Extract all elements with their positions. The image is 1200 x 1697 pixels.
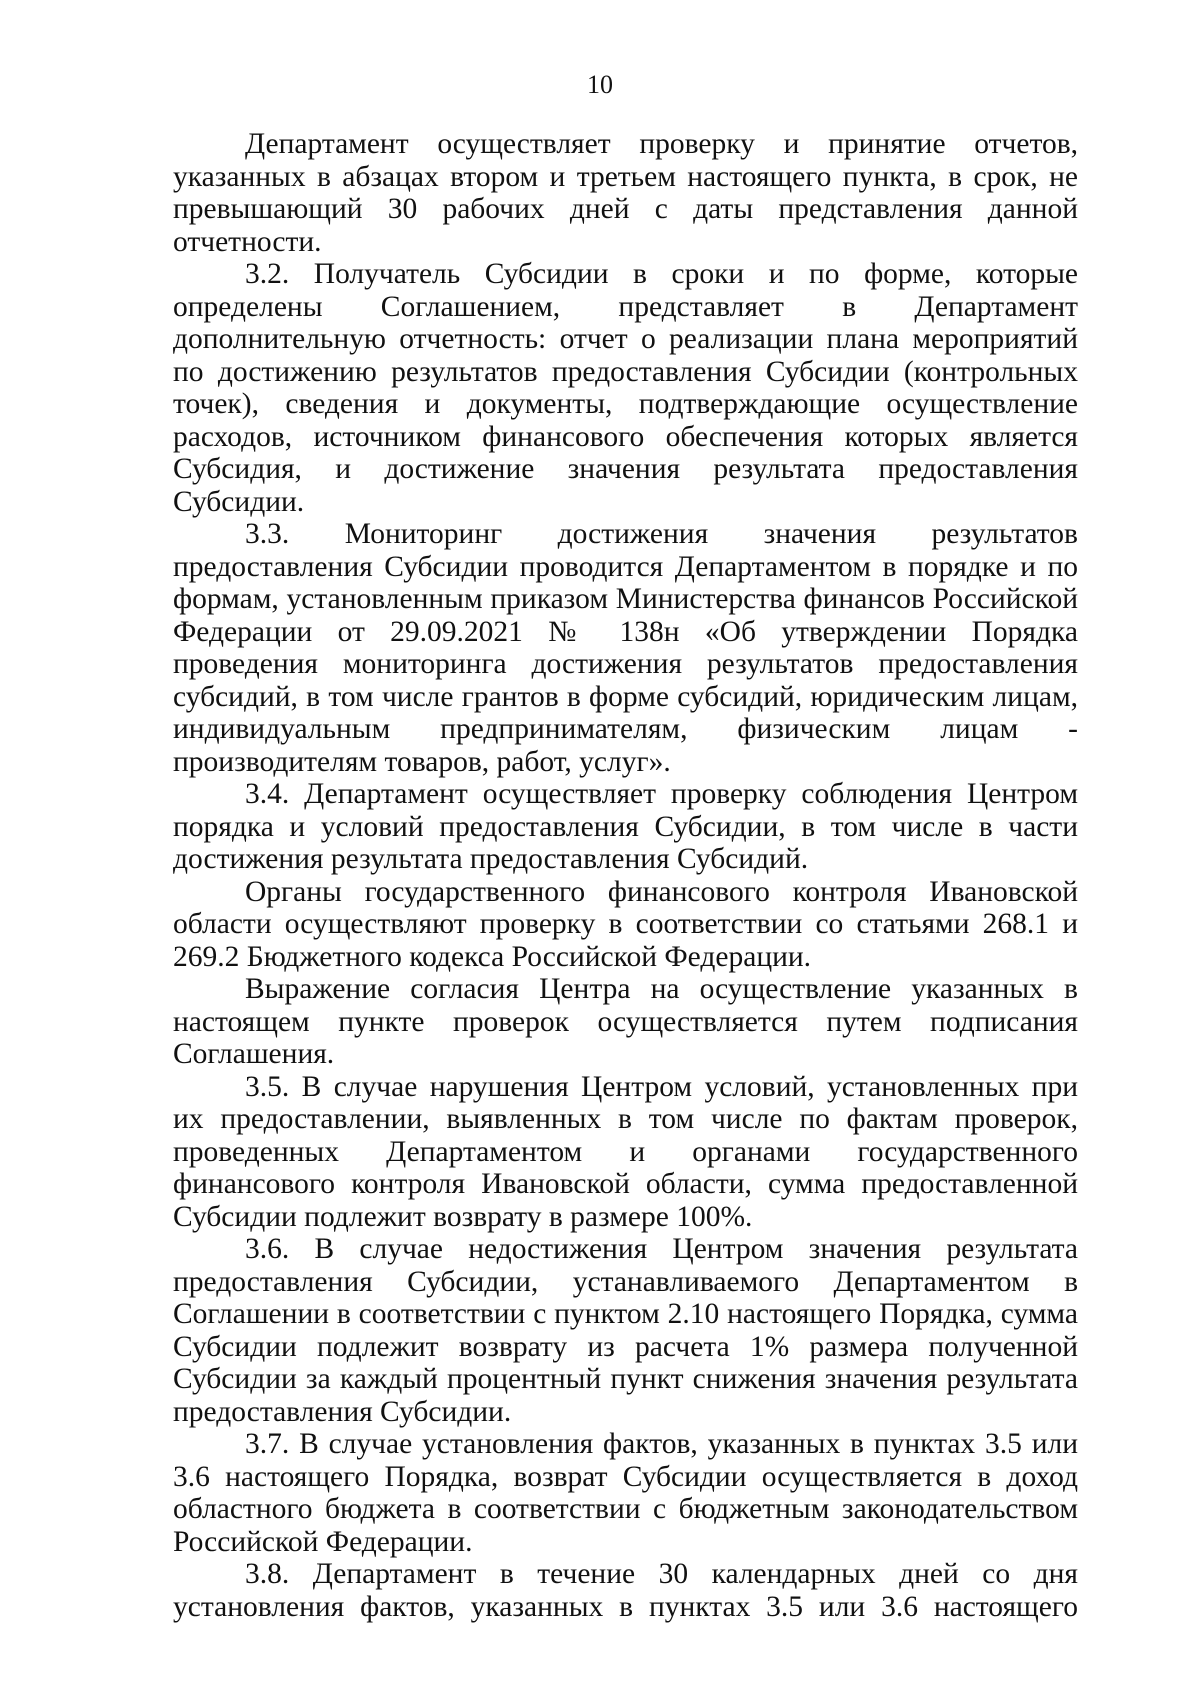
paragraph-3-4: 3.4. Департамент осуществляет проверку соблюдения Центром порядка и условий предоставления Субсидии, в том числе в части достижения результата предоставления Субсидий.	[173, 778, 1078, 875]
paragraph-3-3: 3.3. Мониторинг достижения значения результатов предоставления Субсидии проводится Департаментом в порядке и по формам, установленным приказом Министерства финансов Российской Федерации от 29.09.2021 № 138н «Об утверждении Порядка проведения мониторинга достижения результатов предоставления субсидий, в том числе грантов в форме субсидий, юридическим лицам, индивидуальным предпринимателям, физическим лицам - производителям товаров, работ, услуг».	[173, 518, 1078, 778]
paragraph-3-7: 3.7. В случае установления фактов, указанных в пунктах 3.5 или 3.6 настоящего Порядка, возврат Субсидии осуществляется в доход областного бюджета в соответствии с бюджетным законодательством Российской Федерации.	[173, 1428, 1078, 1558]
page-number: 10	[587, 70, 613, 99]
paragraph-3-5: 3.5. В случае нарушения Центром условий, установленных при их предоставлении, выявленных в том числе по фактам проверок, проведенных Департаментом и органами государственного финансового контроля Ивановской области, сумма предоставленной Субсидии подлежит возврату в размере 100%.	[173, 1070, 1078, 1233]
paragraph-consent: Выражение согласия Центра на осуществление указанных в настоящем пункте проверок осуществляется путем подписания Соглашения.	[173, 973, 1078, 1070]
document-body	[173, 128, 1078, 1623]
paragraph-3-2: 3.2. Получатель Субсидии в сроки и по форме, которые определены Соглашением, представляет в Департамент дополнительную отчетность: отчет о реализации плана мероприятий по достижению результатов предоставления Субсидии (контрольных точек), сведения и документы, подтверждающие осуществление расходов, источником финансового обеспечения которых является Субсидия, и достижение значения результата предоставления Субсидии.	[173, 258, 1078, 518]
paragraph-financial-control: Органы государственного финансового контроля Ивановской области осуществляют проверку в соответствии со статьями 268.1 и 269.2 Бюджетного кодекса Российской Федерации.	[173, 875, 1078, 973]
paragraph-reporting-review: Департамент осуществляет проверку и принятие отчетов, указанных в абзацах втором и третьем настоящего пункта, в срок, не превышающий 30 рабочих дней с даты представления данной отчетности.	[173, 128, 1078, 258]
paragraph-3-6: 3.6. В случае недостижения Центром значения результата предоставления Субсидии, устанавливаемого Департаментом в Соглашении в соответствии с пунктом 2.10 настоящего Порядка, сумма Субсидии подлежит возврату из расчета 1% размера полученной Субсидии за каждый процентный пункт снижения значения результата предоставления Субсидии.	[173, 1233, 1078, 1428]
paragraph-3-8: 3.8. Департамент в течение 30 календарных дней со дня установления фактов, указанных в пунктах 3.5 или 3.6 настоящего	[173, 1558, 1078, 1623]
